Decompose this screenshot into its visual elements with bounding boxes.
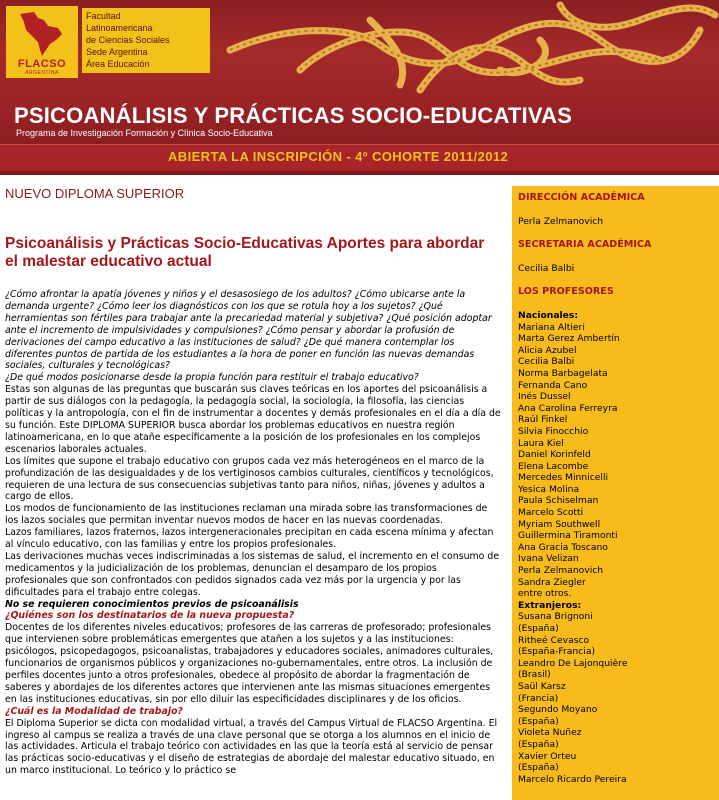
article-body xyxy=(5,289,501,777)
extranjeros-label: Extranjeros: xyxy=(518,599,582,611)
inscription-text: ABIERTA LA INSCRIPCIÓN - 4º COHORTE 2011/2012 xyxy=(168,149,509,164)
professor-entry: (España) xyxy=(518,738,559,750)
direccion-name: Perla Zelmanovich xyxy=(518,215,604,227)
professor-entry: Paula Schiselman xyxy=(518,495,599,507)
paragraph: Estas son algunas de las preguntas que buscarán sus claves teóricas en los aportes del psicoanálisis a partir de sus diálogos con la pedagogía, la pedagogía social, la sociología, la filosofía, las ciencias políticas y la antropología, con el fin de instrumentar a docentes y demás profesionales en el día a día de su función. Este DIPLOMA SUPERIOR busca abordar los problemas educativos en nuestra región latinoamericana, en lo que atañe específicamente a la posición de los profesionales en los complejos escenarios laborales actuales. xyxy=(5,384,501,455)
main-content xyxy=(5,186,501,777)
paragraph: Los modos de funcionamiento de las instituciones reclaman una mirada sobre las transformaciones de los lazos sociales que permitan inventar nuevos modos de hacer en las nuevas coordenadas. xyxy=(5,503,488,527)
nacionales-label: Nacionales: xyxy=(518,309,579,321)
professor-entry: Saül Karsz xyxy=(518,680,566,692)
institution-line: Facultad xyxy=(86,11,121,21)
professor-entry: Norma Barbagelata xyxy=(518,367,608,379)
page-title: PSICOANÁLISIS Y PRÁCTICAS SOCIO-EDUCATIVAS xyxy=(14,103,573,128)
institution-line: Área Educación xyxy=(86,59,150,69)
professor-entry: (Brasil) xyxy=(518,669,551,681)
institution-block xyxy=(82,8,210,73)
professor-entry: Ritheé Cevasco xyxy=(518,634,590,646)
paragraph: Lazos familiares, lazos fraternos, lazos intergeneracionales precipitan en cada escena mínima y afectan al vínculo educativo, con las familias y entre los propios profesionales. xyxy=(5,527,494,551)
page-subtitle: Programa de Investigación Formación y Clínica Socio-Educativa xyxy=(16,128,273,138)
inscription-bar xyxy=(0,144,719,171)
professor-entry: Mariana Altieri xyxy=(518,321,585,333)
flacso-logo[interactable] xyxy=(6,6,78,78)
professor-entry: Segundo Moyano xyxy=(518,704,598,716)
sidebar xyxy=(512,186,719,800)
institution-line: Latinoamericana xyxy=(86,23,153,33)
professor-entry: Yesica Molina xyxy=(518,483,580,495)
section-heading-modalidad: ¿Cuál es la Modalidad de trabajo? xyxy=(5,705,183,717)
secretaria-heading: SECRETARIA ACADÉMICA xyxy=(518,239,652,251)
section-heading-destinatarios: ¿Quiénes son los destinatarios de la nueva propuesta? xyxy=(5,610,295,622)
professor-entry: Laura Kiel xyxy=(518,437,564,449)
nacionales-list xyxy=(518,322,713,600)
professor-entry: Marcelo Scotti xyxy=(518,507,584,519)
prerequisite-note: No se requieren conocimientos previos de psicoanálisis xyxy=(5,598,299,610)
professor-entry: Sandra Ziegler xyxy=(518,576,586,588)
professor-entry: Elena Lacombe xyxy=(518,460,589,472)
professor-entry: entre otros. xyxy=(518,588,572,600)
professor-entry: Mercedes Minnicelli xyxy=(518,472,609,484)
professor-entry: Fernanda Cano xyxy=(518,379,588,391)
professor-entry: Myriam Southwell xyxy=(518,518,601,530)
professor-entry: Leandro De Lajonquière xyxy=(518,657,628,669)
professor-entry: Susana Brignoni xyxy=(518,611,593,623)
professor-entry: Marta Gerez Ambertín xyxy=(518,333,620,345)
professor-entry: Daniel Korinfeld xyxy=(518,449,591,461)
institution-line: Sede Argentina xyxy=(86,47,148,57)
professor-entry: (España) xyxy=(518,623,559,634)
logo-word: FLACSO xyxy=(17,58,67,70)
extranjeros-list xyxy=(518,611,713,785)
direccion-heading: DIRECCIÓN ACADÉMICA xyxy=(518,192,645,203)
professor-entry: Ivana Velizan xyxy=(518,553,579,565)
professor-entry: Silvia Finocchio xyxy=(518,425,589,437)
intro-questions: ¿Cómo afrontar la apatía jóvenes y niños y el desasosiego de los adultos? ¿Cómo ubicarse ante la demanda urgente? ¿Cómo leer los diagnósticos con los que se rotula hoy a los sujetos? ¿Qué herramientas son fértiles para trabajar ante la precariedad material y subjetiva? ¿Qué posición adoptar ante el incremento de impulsividades y compulsiones? ¿Cómo pensar y abordar la profusión de derivaciones del campo educativo a las instituciones de salud? ¿De qué manera contemplar los diferentes puntos de partida de los estudiantes a la hora de poner en función las nuevas demandas sociales, culturales y tecnológicas? xyxy=(5,289,492,372)
professor-entry: Raúl Finkel xyxy=(518,414,568,426)
professor-entry: Marcelo Ricardo Pereira xyxy=(518,773,627,785)
professor-entry: (España) xyxy=(518,715,559,727)
profesores-heading: LOS PROFESORES xyxy=(518,286,614,298)
kicker: NUEVO DIPLOMA SUPERIOR xyxy=(5,186,185,201)
paragraph: Los límites que supone el trabajo educativo con grupos cada vez más heterogéneos en el marco de la profundización de las desigualdades y de los vertiginosos cambios culturales, científicos y tecnológicos, requieren de una lectura de sus consecuencias subjetivas tanto para niños, niñas, jóvenes y adultos a cargo de ellos. xyxy=(5,455,494,503)
logo-sub: ARGENTINA xyxy=(25,70,59,76)
professor-entry: (España) xyxy=(518,762,559,774)
paragraph: Las derivaciones muchas veces indiscriminadas a los sistemas de salud, el incremento en el consumo de medicamentos y la judicialización de los problemas, denuncian el desamparo de los propios profesionales que son confrontados con pedidos signados cada vez más por la urgencia y por las dificultades para el trabajo entre colegas. xyxy=(5,550,500,598)
headline: Psicoanálisis y Prácticas Socio-Educativas Aportes para abordar el malestar educativo actual xyxy=(5,235,485,270)
professor-entry: Cecilia Balbi xyxy=(518,356,575,368)
professor-entry: Guillermina Tiramonti xyxy=(518,530,618,542)
professor-entry: Ana Gracia Toscano xyxy=(518,541,608,553)
professor-entry: Ana Carolina Ferreyra xyxy=(518,402,618,414)
professor-entry: (Francia) xyxy=(518,692,559,704)
paragraph: Docentes de los diferentes niveles educativos; profesores de las carreras de profesorado; profesionales que intervienen sobre problemáticas emergentes que atañen a los sujetos y a las instituciones: psicólogos, psicopedagogos, psicoanalistas, trabajadores y educadores sociales, animadores culturales, funcionarios de organismos públicos y organizaciones no-gubernamentales, entre otros. La inclusión de perfiles docentes junto a otros profesionales, obedece al propósito de abordar la fragmentación de saberes y abordajes de los diferentes actores que intervienen ante las mismas situaciones emergentes en las instituciones educativas, sin por ello diluir las especificidades disciplinares y de los oficios. xyxy=(5,622,494,705)
paragraph: El Diploma Superior se dicta con modalidad virtual, a través del Campus Virtual de FLACSO Argentina. El ingreso al campus se realiza a través de una clave personal que se otorga a los alumnos en el inicio de las actividades. Articula el trabajo teórico con actividades en las que la teoría está al servicio de pensar las prácticas socio-educativas y el diseño de estrategias de abordaje del malestar educativo situado, en un marco institucional. Lo teórico y lo práctico se xyxy=(5,717,498,777)
professor-entry: Violeta Nuñez xyxy=(518,727,582,739)
professor-entry: Inés Dussel xyxy=(518,391,571,403)
secretaria-name: Cecilia Balbi xyxy=(518,262,575,274)
latin-america-map-icon xyxy=(14,10,70,58)
professor-entry: Xavier Orteu xyxy=(518,750,577,762)
intro-question-last: ¿De qué modos posicionarse desde la propia función para restituir el trabajo educativo? xyxy=(5,372,419,384)
professor-entry: Perla Zelmanovich xyxy=(518,565,604,577)
professor-entry: (España-Francia) xyxy=(518,646,596,658)
professor-entry: Alicia Azubel xyxy=(518,344,577,356)
header-banner xyxy=(0,0,719,175)
institution-line: de Ciencias Sociales xyxy=(86,35,170,45)
